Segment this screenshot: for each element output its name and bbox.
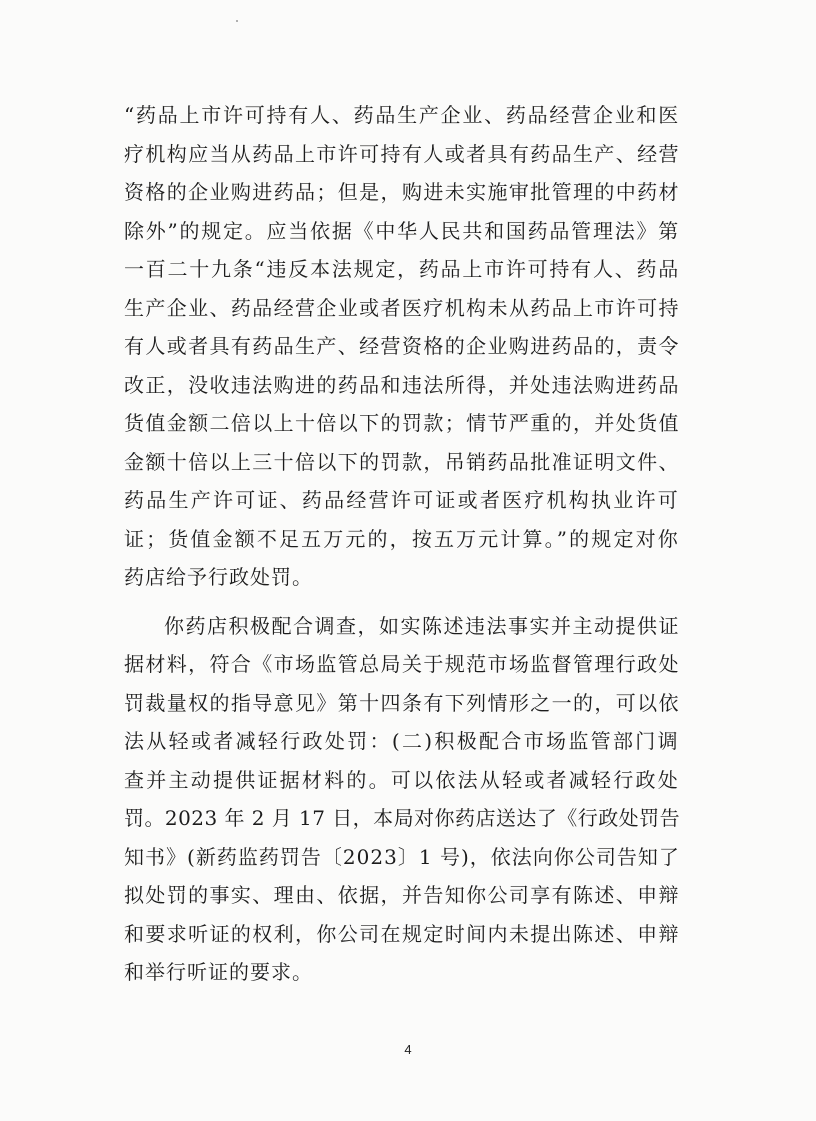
text-line: 除外”的规定。应当依据《中华人民共和国药品管理法》第	[124, 218, 680, 243]
text-line: 拟处罚的事实、理由、依据，并告知你公司享有陈述、申辩	[124, 883, 680, 907]
text-line: “药品上市许可持有人、药品生产企业、药品经营企业和医	[124, 103, 680, 127]
text-line: 一百二十九条“违反本法规定，药品上市许可持有人、药品	[124, 257, 680, 281]
text-line: 有人或者具有药品生产、经营资格的企业购进药品的，责令	[124, 334, 680, 358]
text-line: 生产企业、药品经营企业或者医疗机构未从药品上市许可持	[124, 295, 680, 320]
text-line: 药品生产许可证、药品经营许可证或者医疗机构执业许可	[124, 488, 680, 512]
text-line: 你药店积极配合调查，如实陈述违法事实并主动提供证	[164, 613, 680, 638]
text-line: 知书》(新药监药罚告〔2023〕1 号)，依法向你公司告知了	[124, 844, 680, 869]
text-line: 和举行听证的要求。	[124, 960, 313, 984]
paragraph-gap	[124, 597, 680, 607]
paragraph-1	[124, 96, 680, 597]
text-line: 货值金额二倍以上十倍以下的罚款；情节严重的，并处货值	[124, 411, 680, 435]
text-line: 金额十倍以上三十倍以下的罚款，吊销药品批准证明文件、	[124, 449, 680, 474]
text-line: 罚。2023 年 2 月 17 日，本局对你药店送达了《行政处罚告	[124, 806, 681, 830]
page-number: 4	[404, 1042, 412, 1057]
text-line: 法从轻或者减轻行政处罚：(二)积极配合市场监管部门调	[124, 729, 680, 753]
document-body	[124, 96, 680, 992]
text-line: 药店给予行政处罚。	[124, 565, 313, 589]
text-line: 罚裁量权的指导意见》第十四条有下列情形之一的，可以依	[124, 690, 680, 715]
scan-speck	[236, 20, 238, 22]
text-line: 证；货值金额不足五万元的，按五万元计算。”的规定对你	[124, 526, 680, 551]
text-line: 和要求听证的权利，你公司在规定时间内未提出陈述、申辩	[124, 921, 680, 946]
text-line: 据材料，符合《市场监管总局关于规范市场监督管理行政处	[124, 652, 680, 676]
text-line: 查并主动提供证据材料的。可以依法从轻或者减轻行政处	[124, 767, 680, 792]
text-line: 改正，没收违法购进的药品和违法所得，并处违法购进药品	[124, 372, 680, 397]
text-line: 资格的企业购进药品；但是，购进未实施审批管理的中药材	[124, 180, 680, 204]
paragraph-2	[124, 607, 680, 992]
text-line: 疗机构应当从药品上市许可持有人或者具有药品生产、经营	[124, 141, 680, 166]
